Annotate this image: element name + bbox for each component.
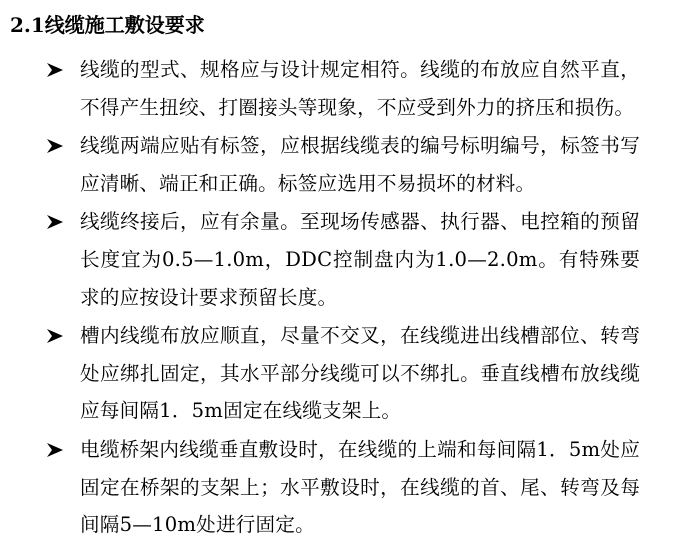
arrow-bullet-icon: [46, 127, 64, 165]
list-item-text: 槽内线缆布放应顺直，尽量不交叉，在线缆进出线槽部位、转弯处应绑扎固定，其水平部分线缆可以不绑扎。垂直线槽布放线缆应每间隔1．5m固定在线缆支架上。: [80, 324, 640, 423]
list-item: [0, 127, 678, 202]
list-item: [0, 317, 678, 430]
arrow-bullet-icon: [46, 317, 64, 355]
list-item: [0, 203, 678, 316]
list-item-text: 线缆两端应贴有标签，应根据线缆表的编号标明编号，标签书写应清晰、端正和正确。标签应选用不易损坏的材料。: [80, 134, 640, 195]
list-item-text: 线缆的型式、规格应与设计规定相符。线缆的布放应自然平直，不得产生扭绞、打圈接头等现象，不应受到外力的挤压和损伤。: [80, 58, 640, 119]
arrow-bullet-icon: [46, 203, 64, 241]
arrow-bullet-icon: [46, 431, 64, 469]
list-item-text: 电缆桥架内线缆垂直敷设时，在线缆的上端和每间隔1．5m处应固定在桥架的支架上；水平敷设时，在线缆的首、尾、转弯及每间隔5—10m处进行固定。: [80, 437, 640, 537]
arrow-bullet-icon: [46, 51, 64, 89]
list-item: [0, 431, 678, 544]
requirements-list: [0, 51, 678, 544]
section-heading: 2.1线缆施工敷设要求: [10, 13, 205, 37]
list-item-text: 线缆终接后，应有余量。至现场传感器、执行器、电控箱的预留长度宜为0.5—1.0m，DDC控制盘内为1.0—2.0m。有特殊要求的应按设计要求预留长度。: [80, 210, 640, 309]
list-item: [0, 51, 678, 126]
